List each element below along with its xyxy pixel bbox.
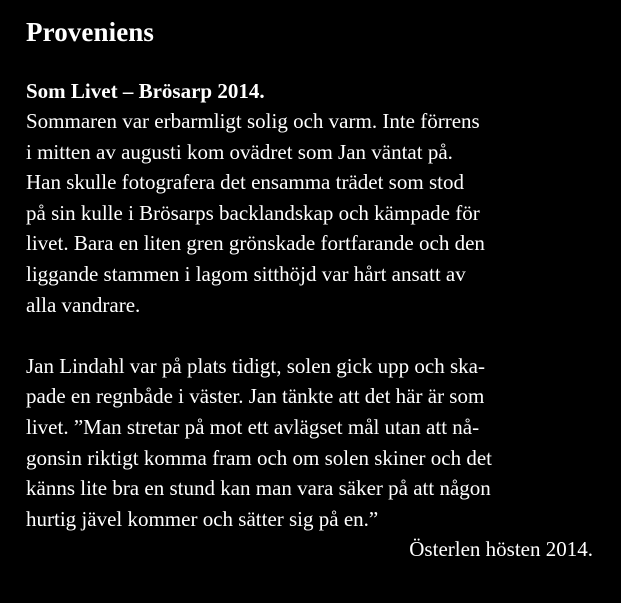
paragraph-line: Han skulle fotografera det ensamma trädet som stod [26,170,464,195]
page-title: Proveniens [26,17,154,47]
paragraph-line: liggande stammen i lagom sitthöjd var hårt ansatt av [26,261,466,286]
paragraph-line: Sommaren var erbarmligt solig och varm. Inte förrens [26,109,480,133]
paragraph-spacer [26,320,599,351]
paragraph-line: livet. ”Man stretar på mot ett avlägset mål utan att nå- [26,414,480,439]
paragraph-line: livet. Bara en liten gren grönskade fortfarande och den [26,231,485,256]
paragraph-2 [26,351,599,535]
paragraph-line: alla vandrare. [26,292,141,317]
paragraph-line: känns lite bra en stund kan man vara säker på att någon [26,476,491,501]
paragraph-1 [26,106,599,320]
paragraph-line: Jan Lindahl var på plats tidigt, solen gick upp och ska- [26,353,485,378]
paragraph-line: pade en regnbåde i väster. Jan tänkte att det här är som [26,384,485,409]
paragraph-line: gonsin riktigt komma fram och om solen skiner och det [26,445,492,470]
paragraph-line: hurtig jävel kommer och sätter sig på en.” [26,506,379,531]
paragraph-line: i mitten av augusti kom ovädret som Jan väntat på. [26,139,453,164]
section-subtitle: Som Livet – Brösarp 2014. [26,79,265,103]
paragraph-line: på sin kulle i Brösarps backlandskap och kämpade för [26,200,480,225]
signature-line: Österlen hösten 2014. [409,537,593,562]
